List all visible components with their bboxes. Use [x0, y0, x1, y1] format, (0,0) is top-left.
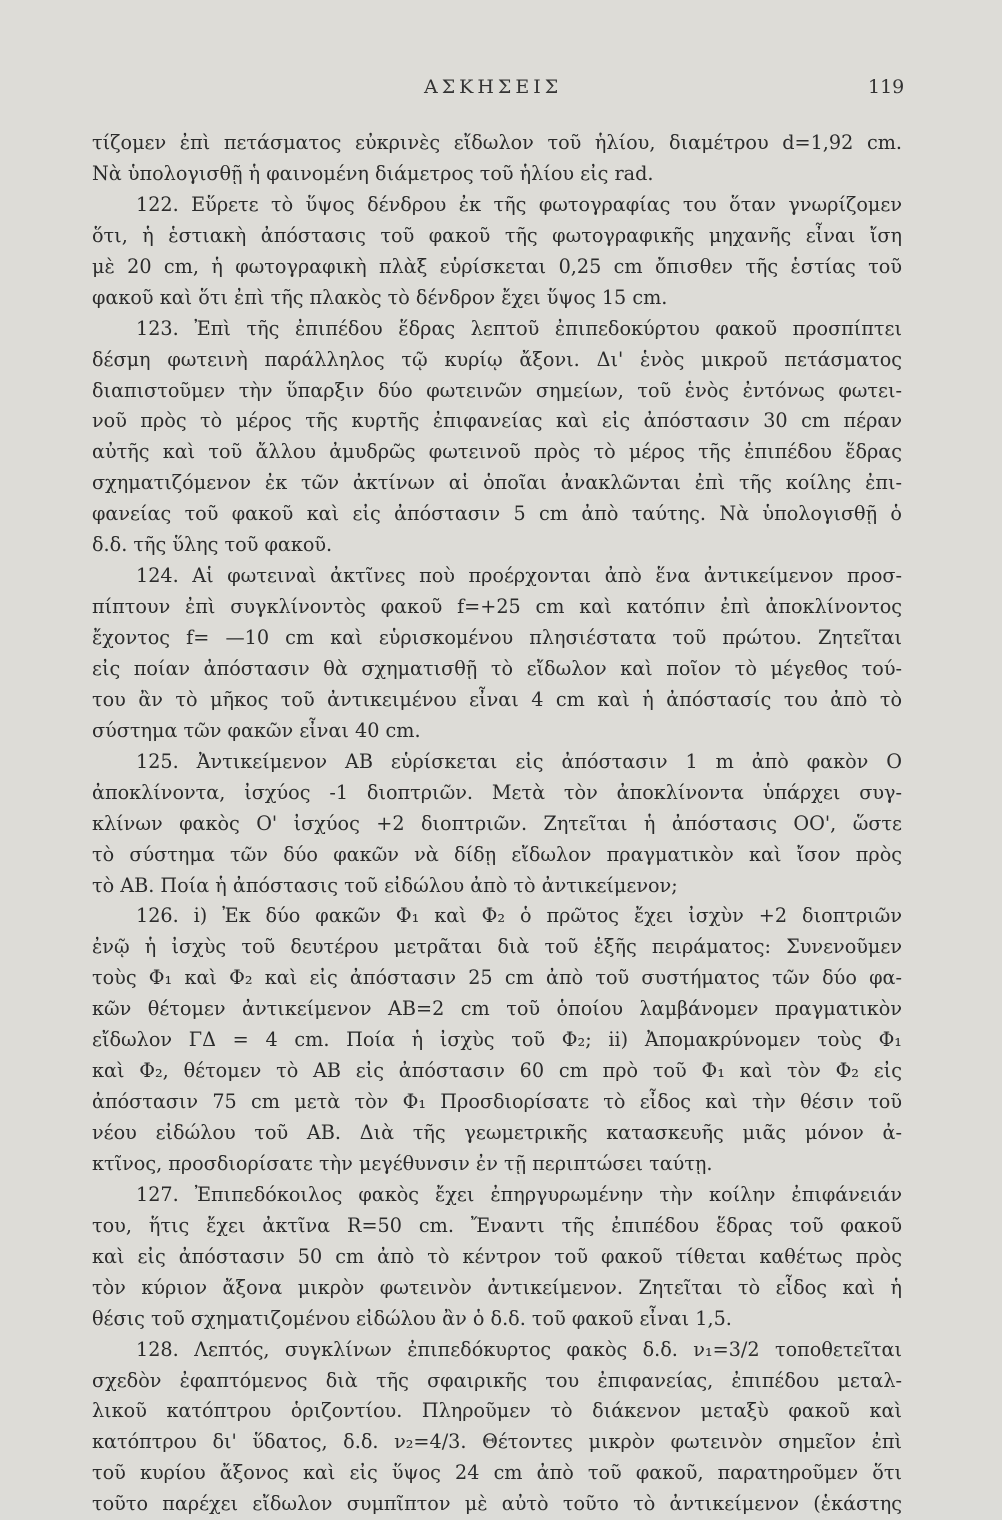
- text-line: εἴδωλον ΓΔ = 4 cm. Ποία ἡ ἰσχὺς τοῦ Φ₂; ii) Ἀπομακρύνομεν τοὺς Φ₁: [92, 1028, 902, 1052]
- text-line: φακοῦ καὶ ὅτι ἐπὶ τῆς πλακὸς τὸ δένδρον ἔχει ὕψος 15 cm.: [92, 285, 668, 309]
- text-line: τοὺς Φ₁ καὶ Φ₂ καὶ εἰς ἀπόστασιν 25 cm ἀπὸ τοῦ συστήματος τῶν δύο φα-: [92, 966, 902, 990]
- text-line: δέσμη φωτεινὴ παράλληλος τῷ κυρίῳ ἄξονι. Δι' ἑνὸς μικροῦ πετάσματος: [92, 347, 902, 371]
- text-line: αὐτῆς καὶ τοῦ ἄλλου ἀμυδρῶς φωτεινοῦ πρὸς τὸ μέρος τῆς ἐπιπέδου ἕδρας: [92, 440, 902, 464]
- text-line: μὲ 20 cm, ἡ φωτογραφικὴ πλὰξ εὑρίσκεται 0,25 cm ὄπισθεν τῆς ἑστίας τοῦ: [92, 254, 902, 278]
- text-line: θέσις τοῦ σχηματιζομένου εἰδώλου ἂν ὁ δ.δ. τοῦ φακοῦ εἶναι 1,5.: [92, 1306, 732, 1330]
- text-line: κῶν θέτομεν ἀντικείμενον ΑΒ=2 cm τοῦ ὁποίου λαμβάνομεν πραγματικὸν: [92, 997, 902, 1021]
- text-line: σύστημα τῶν φακῶν εἶναι 40 cm.: [92, 718, 421, 742]
- text-line: καὶ Φ₂, θέτομεν τὸ ΑΒ εἰς ἀπόστασιν 60 cm πρὸ τοῦ Φ₁ καὶ τὸν Φ₂ εἰς: [92, 1059, 902, 1083]
- text-line: τὸ σύστημα τῶν δύο φακῶν νὰ δίδῃ εἴδωλον πραγματικὸν καὶ ἴσον πρὸς: [92, 842, 902, 866]
- text-line: ἐνῷ ἡ ἰσχὺς τοῦ δευτέρου μετρᾶται διὰ τοῦ ἑξῆς πειράματος: Συνενοῦμεν: [92, 935, 902, 959]
- page-number: 119: [868, 76, 905, 98]
- text-line: ἀποκλίνοντα, ἰσχύος -1 διοπτριῶν. Μετὰ τὸν ἀποκλίνοντα ὑπάρχει συγ-: [92, 780, 902, 804]
- text-line: κτῖνος, προσδιορίσατε τὴν μεγέθυνσιν ἐν τῇ περιπτώσει ταύτῃ.: [92, 1151, 713, 1175]
- text-line: πίπτουν ἐπὶ συγκλίνοντὸς φακοῦ f=+25 cm καὶ κατόπιν ἐπὶ ἀποκλίνοντος: [92, 595, 902, 619]
- text-line: του, ἥτις ἔχει ἀκτῖνα R=50 cm. Ἔναντι τῆς ἐπιπέδου ἕδρας τοῦ φακοῦ: [92, 1213, 902, 1237]
- text-line: 124. Αἱ φωτειναὶ ἀκτῖνες ποὺ προέρχονται ἀπὸ ἕνα ἀντικείμενον προσ-: [136, 564, 902, 588]
- text-line: νέου εἰδώλου τοῦ ΑΒ. Διὰ τῆς γεωμετρικῆς κατασκευῆς μιᾶς μόνον ἀ-: [92, 1121, 902, 1144]
- text-line: κατόπτρου δι' ὕδατος, δ.δ. ν₂=4/3. Θέτοντες μικρὸν φωτεινὸν σημεῖον ἐπὶ: [92, 1430, 902, 1454]
- text-line: σχηματιζόμενον ἐκ τῶν ἀκτίνων αἱ ὁποῖαι ἀνακλῶνται ἐπὶ τῆς κοίλης ἐπι-: [92, 471, 902, 495]
- text-line: δ.δ. τῆς ὕλης τοῦ φακοῦ.: [92, 533, 333, 557]
- text-line: εἰς ποίαν ἀπόστασιν θὰ σχηματισθῇ τὸ εἴδωλον καὶ ποῖον τὸ μέγεθος τού-: [92, 656, 902, 680]
- text-line: 127. Ἐπιπεδόκοιλος φακὸς ἔχει ἐπηργυρωμένην τὴν κοίλην ἐπιφάνειάν: [136, 1182, 902, 1206]
- text-line: 123. Ἐπὶ τῆς ἐπιπέδου ἕδρας λεπτοῦ ἐπιπεδοκύρτου φακοῦ προσπίπτει: [136, 316, 902, 340]
- text-line: λικοῦ κατόπτρου ὁριζοντίου. Πληροῦμεν τὸ διάκενον μεταξὺ φακοῦ καὶ: [92, 1399, 902, 1423]
- text-line: Νὰ ὑπολογισθῇ ἡ φαινομένη διάμετρος τοῦ ἡλίου εἰς rad.: [92, 161, 654, 185]
- running-head: [0, 76, 1002, 100]
- text-line: τὸν κύριον ἄξονα μικρὸν φωτεινὸν ἀντικείμενον. Ζητεῖται τὸ εἶδος καὶ ἡ: [92, 1275, 902, 1299]
- text-line: νοῦ πρὸς τὸ μέρος τῆς κυρτῆς ἐπιφανείας καὶ εἰς ἀπόστασιν 30 cm πέραν: [92, 409, 902, 433]
- text-line: καὶ εἰς ἀπόστασιν 50 cm ἀπὸ τὸ κέντρον τοῦ φακοῦ τίθεται καθέτως πρὸς: [92, 1244, 902, 1268]
- text-line: τοῦ κυρίου ἄξονος καὶ εἰς ὕψος 24 cm ἀπὸ τοῦ φακοῦ, παρατηροῦμεν ὅτι: [92, 1461, 902, 1485]
- text-line: 122. Εὕρετε τὸ ὕψος δένδρου ἐκ τῆς φωτογραφίας του ὅταν γνωρίζομεν: [136, 192, 902, 216]
- running-title: ΑΣΚΗΣΕΙΣ: [424, 76, 563, 98]
- body-text: [92, 128, 902, 1520]
- text-line: 125. Ἀντικείμενον ΑΒ εὑρίσκεται εἰς ἀπόστασιν 1 m ἀπὸ φακὸν Ο: [136, 749, 902, 773]
- text-line: τίζομεν ἐπὶ πετάσματος εὐκρινὲς εἴδωλον τοῦ ἡλίου, διαμέτρου d=1,92 cm.: [92, 131, 902, 154]
- text-line: φανείας τοῦ φακοῦ καὶ εἰς ἀπόστασιν 5 cm ἀπὸ ταύτης. Νὰ ὑπολογισθῇ ὁ: [92, 502, 902, 526]
- text-line: σχεδὸν ἐφαπτόμενος διὰ τῆς σφαιρικῆς του ἐπιφανείας, ἐπιπέδου μεταλ-: [92, 1368, 902, 1392]
- text-line: ὅτι, ἡ ἑστιακὴ ἀπόστασις τοῦ φακοῦ τῆς φωτογραφικῆς μηχανῆς εἶναι ἴση: [92, 223, 902, 247]
- text-line: 128. Λεπτός, συγκλίνων ἐπιπεδόκυρτος φακὸς δ.δ. ν₁=3/2 τοποθετεῖται: [136, 1337, 902, 1361]
- text-line: του ἂν τὸ μῆκος τοῦ ἀντικειμένου εἶναι 4 cm καὶ ἡ ἀπόστασίς του ἀπὸ τὸ: [92, 687, 902, 711]
- text-line: τὸ ΑΒ. Ποία ἡ ἀπόστασις τοῦ εἰδώλου ἀπὸ τὸ ἀντικείμενον;: [92, 873, 678, 897]
- text-line: ἔχοντος f= —10 cm καὶ εὑρισκομένου πλησιέστατα τοῦ πρώτου. Ζητεῖται: [92, 626, 902, 649]
- text-line: διαπιστοῦμεν τὴν ὕπαρξιν δύο φωτεινῶν σημείων, τοῦ ἑνὸς ἐντόνως φωτει-: [92, 378, 902, 402]
- text-line: τοῦτο παρέχει εἴδωλον συμπῖπτον μὲ αὐτὸ τοῦτο τὸ ἀντικείμενον (ἑκάστης: [92, 1492, 902, 1516]
- text-line: 126. i) Ἐκ δύο φακῶν Φ₁ καὶ Φ₂ ὁ πρῶτος ἔχει ἰσχὺν +2 διοπτριῶν: [136, 904, 902, 928]
- text-line: κλίνων φακὸς Ο' ἰσχύος +2 διοπτριῶν. Ζητεῖται ἡ ἀπόστασις ΟΟ', ὥστε: [92, 811, 902, 835]
- text-line: ἀπόστασιν 75 cm μετὰ τὸν Φ₁ Προσδιορίσατε τὸ εἶδος καὶ τὴν θέσιν τοῦ: [92, 1090, 902, 1114]
